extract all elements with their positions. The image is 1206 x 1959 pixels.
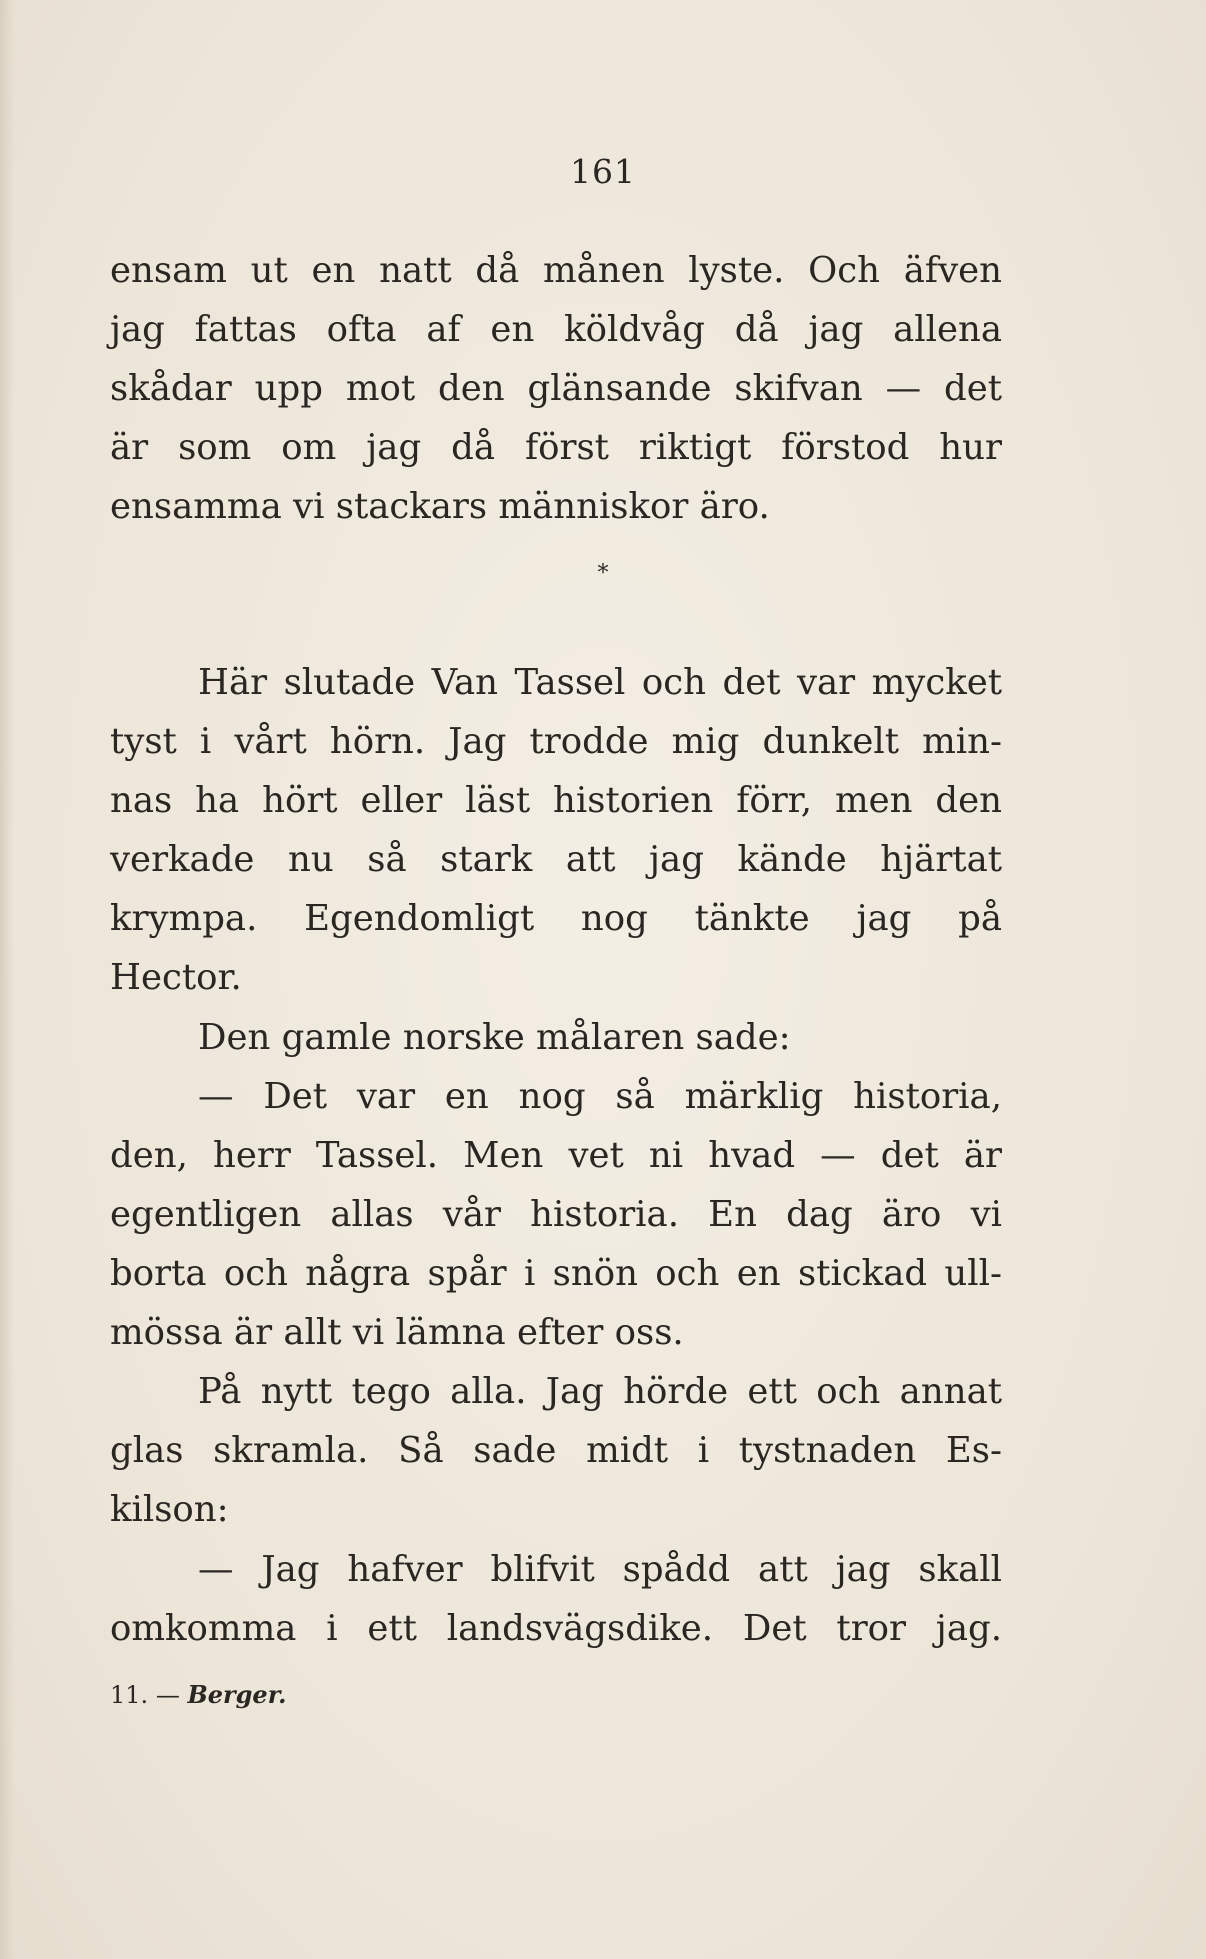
text-line: — Det var en nog så märklig historia,	[198, 1076, 1002, 1117]
signature-mark	[110, 1680, 287, 1710]
page-gutter-shadow	[0, 0, 14, 1959]
text-line: — Jag hafver blifvit spådd att jag skall	[198, 1549, 1002, 1590]
text-line: nas ha hört eller läst historien förr, men den	[110, 780, 1002, 821]
text-line: jag fattas ofta af en köldvåg då jag allena	[110, 309, 1002, 350]
text-line: omkomma i ett landsvägsdike. Det tror jag.	[110, 1608, 1002, 1649]
text-line: den, herr Tassel. Men vet ni hvad — det är	[110, 1135, 1002, 1176]
text-line: verkade nu så stark att jag kände hjärtat	[110, 839, 1002, 880]
text-line: glas skramla. Så sade midt i tystnaden Es-	[110, 1430, 1002, 1471]
text-line: krympa. Egendomligt nog tänkte jag på	[110, 898, 1002, 939]
text-line: ensam ut en natt då månen lyste. Och äfven	[110, 250, 1002, 291]
page-number: 161	[570, 152, 636, 191]
signature-dash: —	[155, 1681, 180, 1709]
author-name: Berger.	[187, 1680, 287, 1709]
text-line: egentligen allas vår historia. En dag äro vi	[110, 1194, 1002, 1235]
text-line: ensamma vi stackars människor äro.	[110, 486, 770, 527]
text-line: kilson:	[110, 1489, 229, 1530]
text-line: borta och några spår i snön och en stickad ull-	[110, 1253, 1002, 1294]
text-line: Hector.	[110, 957, 242, 998]
sheet-number: 11.	[110, 1681, 149, 1709]
text-line: skådar upp mot den glänsande skifvan — det	[110, 368, 1002, 409]
text-line: På nytt tego alla. Jag hörde ett och annat	[198, 1371, 1002, 1412]
text-line: mössa är allt vi lämna efter oss.	[110, 1312, 684, 1353]
text-line: tyst i vårt hörn. Jag trodde mig dunkelt min-	[110, 721, 1002, 762]
text-line: är som om jag då först riktigt förstod hur	[110, 427, 1002, 468]
text-line: Här slutade Van Tassel och det var mycket	[198, 662, 1002, 703]
section-break-asterisk: *	[597, 561, 609, 586]
text-line: Den gamle norske målaren sade:	[198, 1017, 791, 1058]
